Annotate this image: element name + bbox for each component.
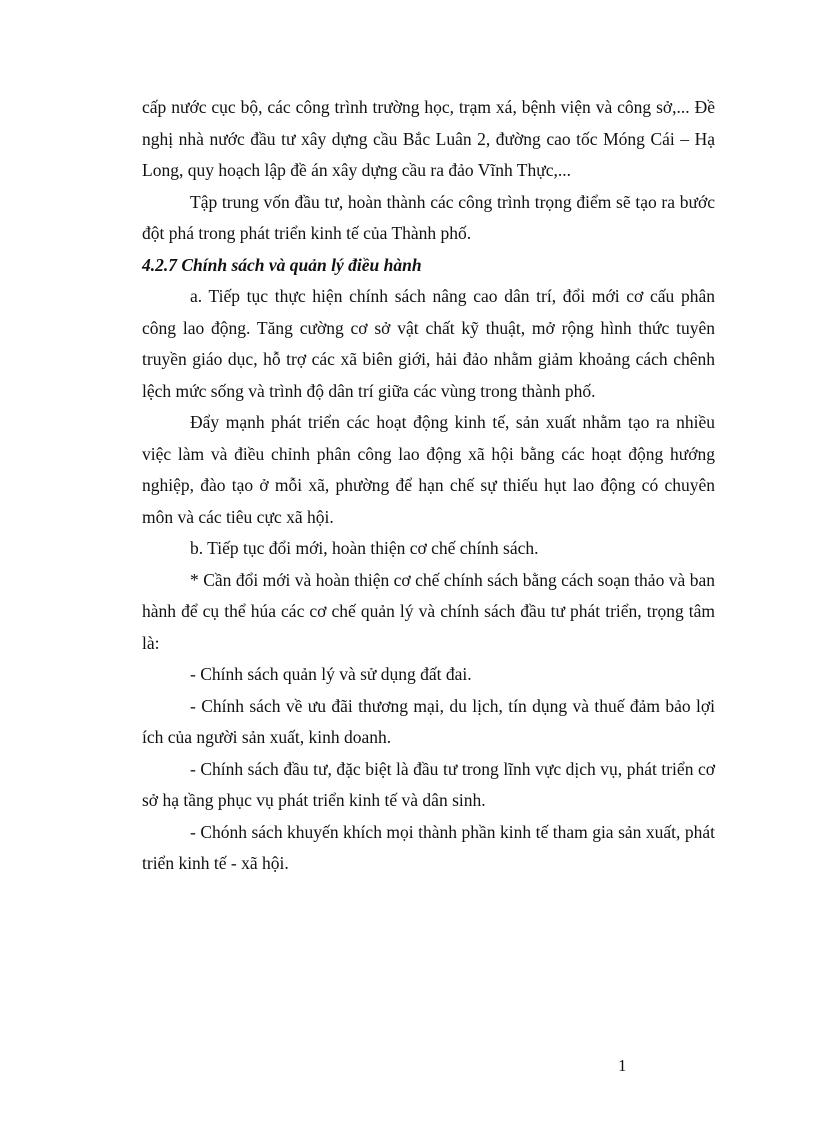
- paragraph-infrastructure: cấp nước cục bộ, các công trình trường học, trạm xá, bệnh viện và công sở,... Đề nghị nhà nước đầu tư xây dựng cầu Bắc Luân 2, đường cao tốc Móng Cái – Hạ Long, quy hoạch lập đề án xây dựng cầu ra đảo Vĩnh Thực,...: [142, 97, 715, 180]
- bullet-incentive-policy: - Chónh sách khuyến khích mọi thành phần kinh tế tham gia sản xuất, phát triển kinh tế - xã hội.: [142, 821, 715, 873]
- bullet-land-policy: - Chính sách quản lý và sử dụng đất đai.: [190, 664, 472, 684]
- paragraph-policy-a: a. Tiếp tục thực hiện chính sách nâng cao dân trí, đổi mới cơ cấu phân công lao động. Tăng cường cơ sở vật chất kỹ thuật, mở rộng hình thức tuyên truyền giáo dục, hỗ trợ các xã biên giới, hải đảo nhằm giảm khoảng cách chênh lệch mức sống và trình độ dân trí giữa các vùng trong thành phố.: [142, 286, 715, 401]
- section-heading: 4.2.7 Chính sách và quản lý điều hành: [142, 254, 422, 275]
- page-number: 1: [618, 1056, 627, 1075]
- document-page: [142, 92, 715, 880]
- paragraph-policy-reform: * Cần đổi mới và hoàn thiện cơ chế chính sách bằng cách soạn thảo và ban hành để cụ thể húa các cơ chế quản lý và chính sách đầu tư phát triển, trọng tâm là:: [142, 569, 715, 653]
- paragraph-economic-activities: Đẩy mạnh phát triển các hoạt động kinh tế, sản xuất nhằm tạo ra nhiều việc làm và điều chỉnh phân công lao động xã hội bằng các hoạt động hướng nghiệp, đào tạo ở mỗi xã, phường để hạn chế sự thiếu hụt lao động có chuyên môn và các tiêu cực xã hội.: [142, 412, 715, 527]
- bullet-investment-policy: - Chính sách đầu tư, đặc biệt là đầu tư trong lĩnh vực dịch vụ, phát triển cơ sở hạ tầng phục vụ phát triển kinh tế và dân sinh.: [142, 758, 715, 810]
- bullet-trade-policy: - Chính sách về ưu đãi thương mại, du lịch, tín dụng và thuế đảm bảo lợi ích của người sản xuất, kinh doanh.: [142, 695, 715, 747]
- paragraph-policy-b: b. Tiếp tục đổi mới, hoàn thiện cơ chế chính sách.: [190, 538, 539, 558]
- paragraph-investment-focus: Tập trung vốn đầu tư, hoàn thành các công trình trọng điểm sẽ tạo ra bước đột phá trong phát triển kinh tế của Thành phố.: [142, 191, 715, 243]
